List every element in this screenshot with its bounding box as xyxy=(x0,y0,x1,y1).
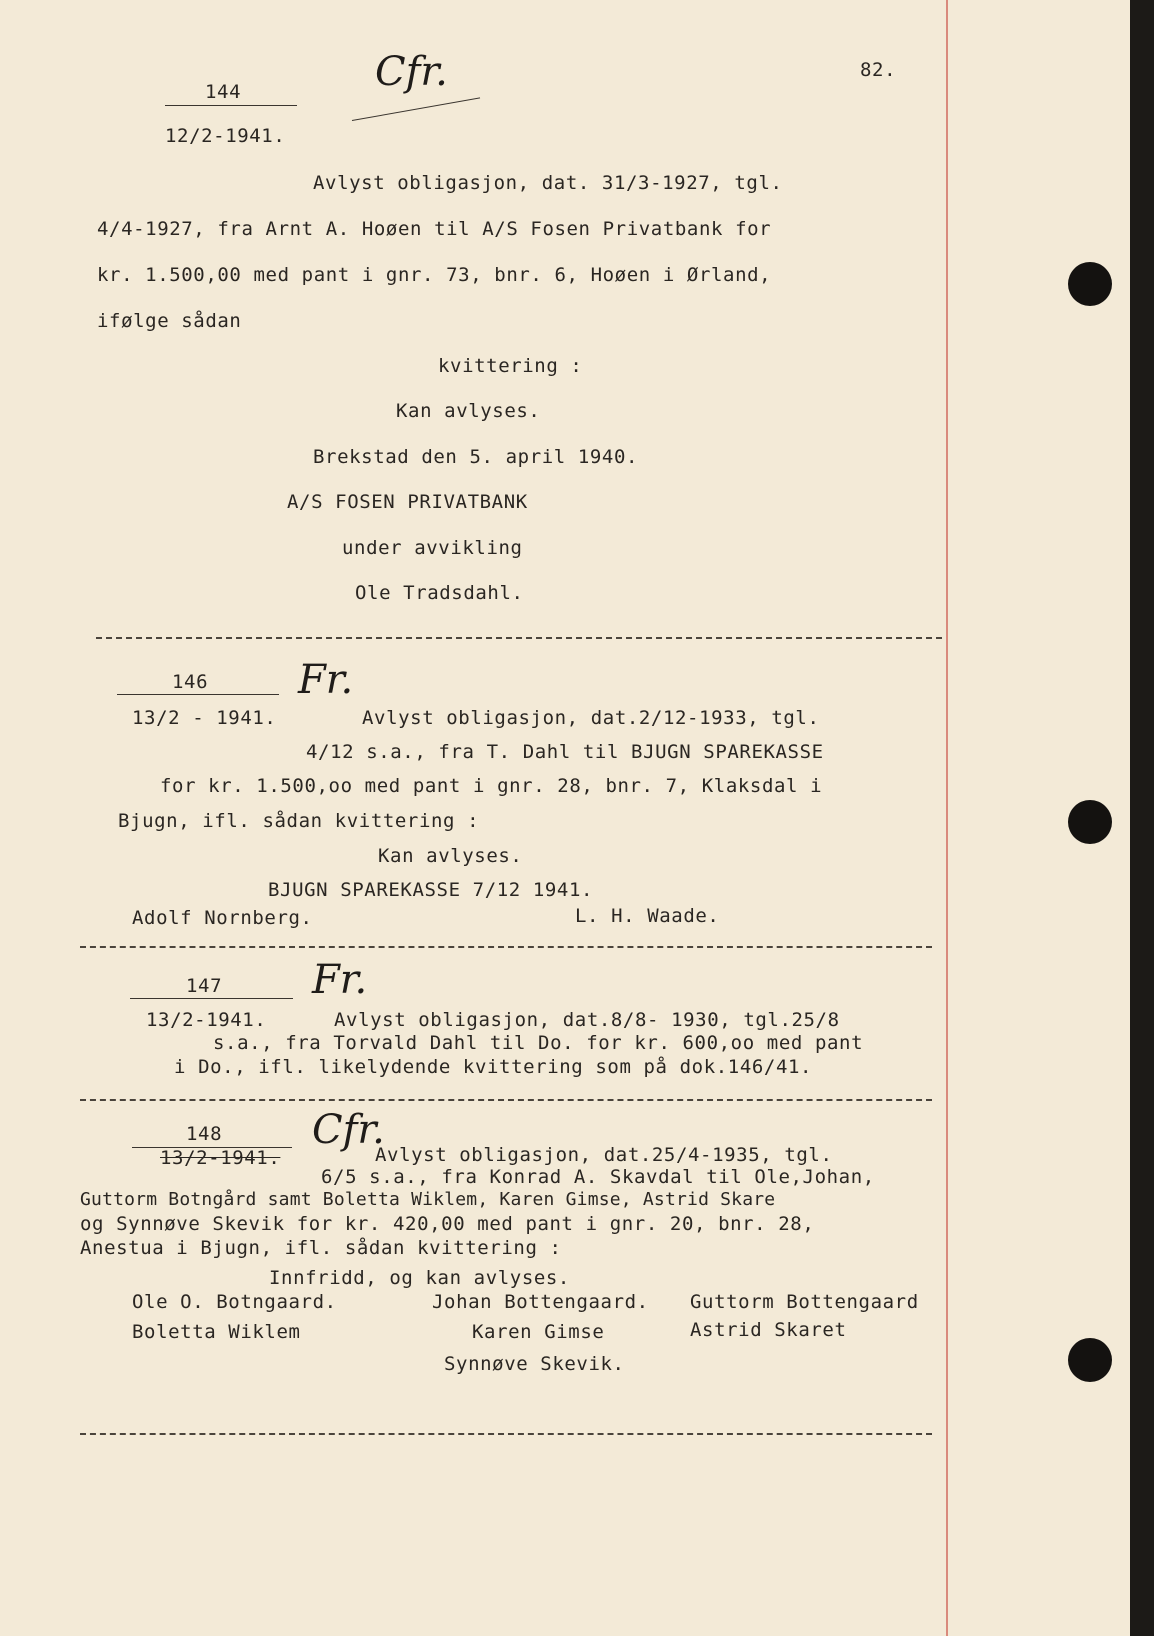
handwritten-mark: Cfr. xyxy=(375,49,448,95)
signatory: Astrid Skaret xyxy=(690,1319,847,1341)
entry-number: 144 xyxy=(205,81,242,103)
entry-text-line: Anestua i Bjugn, ifl. sådan kvittering : xyxy=(80,1237,562,1259)
entry-text-line: ifølge sådan xyxy=(97,310,242,332)
entry-text-line: Kan avlyses. xyxy=(396,400,541,422)
signatory: Johan Bottengaard. xyxy=(432,1291,649,1313)
entry-number: 148 xyxy=(186,1123,223,1145)
entry-text-line: Avlyst obligasjon, dat.25/4-1935, tgl. xyxy=(375,1144,833,1166)
separator xyxy=(80,946,932,948)
entry-text-line: og Synnøve Skevik for kr. 420,00 med pant i gnr. 20, bnr. 28, xyxy=(80,1213,815,1235)
entry-text-line: Brekstad den 5. april 1940. xyxy=(313,446,639,468)
punch-hole xyxy=(1068,262,1112,306)
entry-text-line: Avlyst obligasjon, dat.2/12-1933, tgl. xyxy=(362,707,820,729)
entry-date: 12/2-1941. xyxy=(165,125,286,147)
signatory: Guttorm Bottengaard xyxy=(690,1291,919,1313)
separator xyxy=(96,637,942,639)
separator xyxy=(80,1433,932,1435)
entry-text-line: kr. 1.500,00 med pant i gnr. 73, bnr. 6, Hoøen i Ørland, xyxy=(97,264,772,286)
entry-text-line: Guttorm Botngård samt Boletta Wiklem, Karen Gimse, Astrid Skare xyxy=(80,1189,776,1210)
margin-line xyxy=(946,0,948,1636)
entry-text-line: 4/4-1927, fra Arnt A. Hoøen til A/S Fosen Privatbank for xyxy=(97,218,772,240)
entry-number: 146 xyxy=(172,671,209,693)
handwritten-mark: Cfr. xyxy=(312,1107,385,1153)
entry-text-line: under avvikling xyxy=(342,537,523,559)
entry-text-line: for kr. 1.500,oo med pant i gnr. 28, bnr. 7, Klaksdal i xyxy=(160,775,823,797)
signatory: L. H. Waade. xyxy=(575,905,720,927)
entry-date: 13/2-1941. xyxy=(160,1147,281,1169)
entry-text-line: 6/5 s.a., fra Konrad A. Skavdal til Ole,Johan, xyxy=(321,1166,875,1188)
entry-text-line: Avlyst obligasjon, dat.8/8- 1930, tgl.25/8 xyxy=(334,1009,840,1031)
entry-number: 147 xyxy=(186,975,223,997)
entry-text-line: BJUGN SPAREKASSE 7/12 1941. xyxy=(268,879,594,901)
entry-text-line: Bjugn, ifl. sådan kvittering : xyxy=(118,810,480,832)
separator xyxy=(80,1099,932,1101)
signatory: Ole O. Botngaard. xyxy=(132,1291,337,1313)
signatory: Karen Gimse xyxy=(472,1321,605,1343)
page-number: 82. xyxy=(860,59,897,81)
number-underline xyxy=(165,105,297,106)
entry-text-line: Avlyst obligasjon, dat. 31/3-1927, tgl. xyxy=(313,172,783,194)
entry-text-line: 4/12 s.a., fra T. Dahl til BJUGN SPAREKASSE xyxy=(306,741,824,763)
entry-text-line: kvittering : xyxy=(438,355,583,377)
entry-date: 13/2 - 1941. xyxy=(132,707,277,729)
entry-text-line: Ole Tradsdahl. xyxy=(355,582,524,604)
punch-hole xyxy=(1068,1338,1112,1382)
handwritten-mark: Fr. xyxy=(298,657,354,703)
number-underline xyxy=(130,998,293,999)
signatory: Synnøve Skevik. xyxy=(444,1353,625,1375)
entry-text-line: Kan avlyses. xyxy=(378,845,523,867)
number-underline xyxy=(117,694,279,695)
entry-date: 13/2-1941. xyxy=(146,1009,267,1031)
entry-text-line: Innfridd, og kan avlyses. xyxy=(269,1267,570,1289)
signatory: Adolf Nornberg. xyxy=(132,907,313,929)
number-underline xyxy=(132,1147,292,1148)
signatory: Boletta Wiklem xyxy=(132,1321,301,1343)
handwritten-mark: Fr. xyxy=(312,957,368,1003)
mark-stroke xyxy=(352,97,480,121)
entry-text-line: i Do., ifl. likelydende kvittering som på dok.146/41. xyxy=(174,1056,813,1078)
entry-text-line: s.a., fra Torvald Dahl til Do. for kr. 600,oo med pant xyxy=(213,1032,864,1054)
entry-text-line: A/S FOSEN PRIVATBANK xyxy=(287,491,528,513)
punch-hole xyxy=(1068,800,1112,844)
